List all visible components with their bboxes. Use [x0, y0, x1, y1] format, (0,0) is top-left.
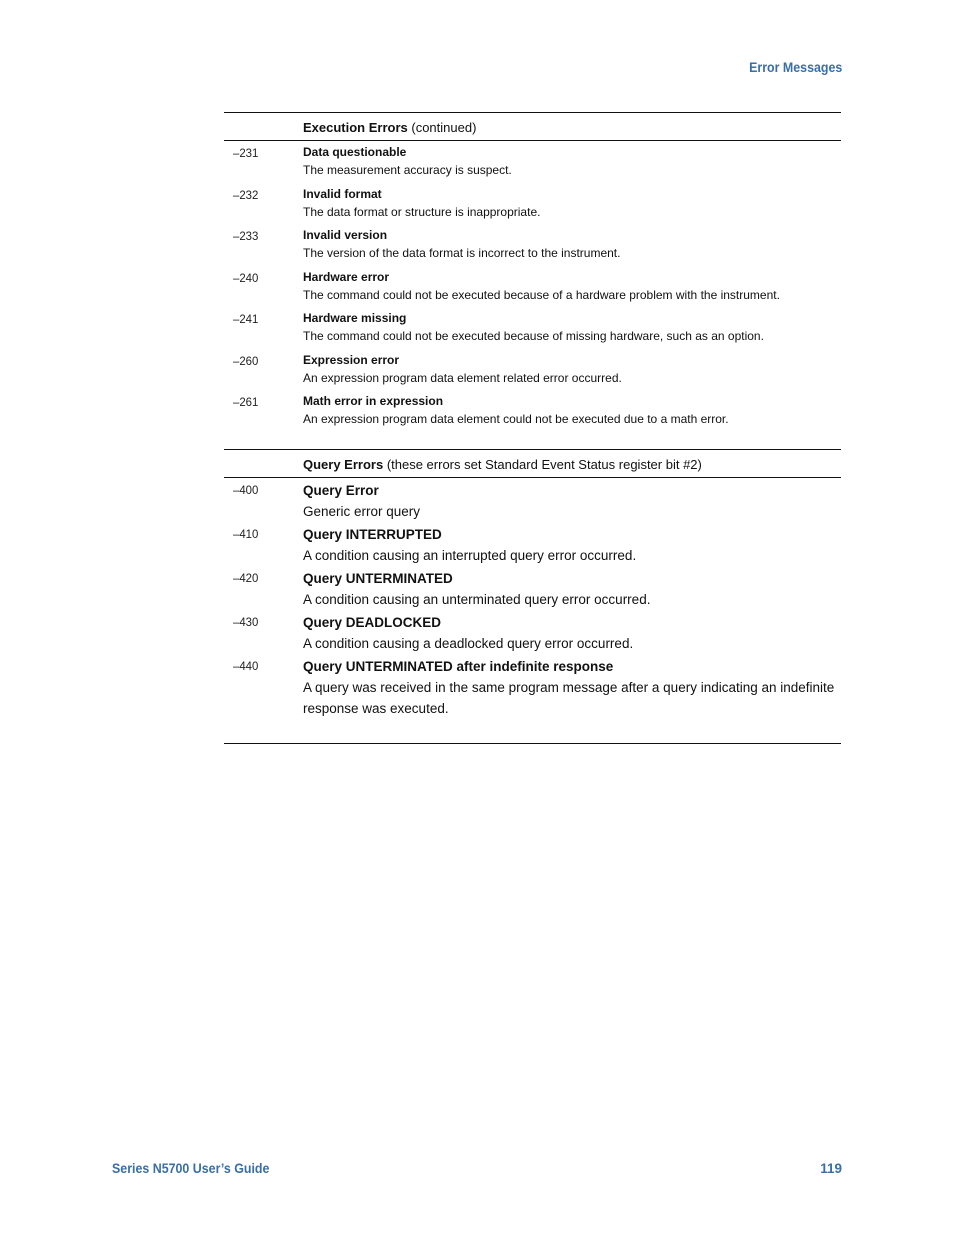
error-description: The data format or structure is inappropriate.	[303, 204, 541, 219]
error-code: –400	[233, 483, 259, 497]
error-description: The measurement accuracy is suspect.	[303, 163, 512, 177]
error-code: –420	[233, 571, 259, 585]
page-number: 119	[820, 1161, 842, 1176]
section-heading-rest: (continued)	[407, 120, 477, 135]
error-description: A condition causing an unterminated query error occurred.	[303, 592, 651, 607]
error-code: –410	[233, 527, 259, 541]
error-title: Hardware error	[303, 269, 390, 284]
error-code: –232	[233, 187, 259, 202]
table-row	[224, 227, 841, 269]
error-title: Query UNTERMINATED	[303, 571, 453, 586]
error-title: Hardware missing	[303, 311, 407, 325]
error-code: –430	[233, 615, 259, 629]
error-description: The command could not be executed because of a hardware problem with the instrument.	[303, 287, 780, 302]
error-title: Data questionable	[303, 145, 407, 159]
table-row	[224, 613, 841, 654]
section-header	[224, 112, 841, 141]
footer-guide-title: Series N5700 User’s Guide	[112, 1161, 270, 1176]
error-code: –240	[233, 270, 259, 285]
error-list	[224, 141, 841, 435]
running-head: Error Messages	[748, 60, 842, 75]
table-row	[224, 144, 841, 186]
query-errors-section	[224, 449, 841, 722]
error-title: Query DEADLOCKED	[303, 615, 442, 630]
table-row	[224, 481, 841, 522]
section-heading-bold: Execution Errors	[303, 120, 408, 135]
error-title: Query INTERRUPTED	[303, 527, 442, 542]
error-description: An expression program data element could not be executed due to a math error.	[303, 412, 729, 426]
table-row	[224, 525, 841, 566]
error-description: A condition causing a deadlocked query error occurred.	[303, 636, 634, 651]
table-row	[224, 352, 841, 394]
error-code: –260	[233, 353, 259, 368]
execution-errors-section	[224, 112, 841, 435]
error-code: –261	[233, 395, 259, 409]
error-title: Query Error	[303, 483, 379, 498]
error-description: The version of the data format is incorrect to the instrument.	[303, 246, 621, 260]
section-heading-bold: Query Errors	[303, 457, 384, 472]
error-code: –233	[233, 229, 259, 243]
error-title: Query UNTERMINATED after indefinite response	[303, 659, 614, 674]
error-description: A condition causing an interrupted query error occurred.	[303, 548, 637, 563]
table-row	[224, 393, 841, 435]
table-row	[224, 569, 841, 610]
error-description: The command could not be executed because of missing hardware, such as an option.	[303, 329, 764, 343]
error-title: Math error in expression	[303, 394, 444, 408]
error-code: –231	[233, 146, 259, 160]
error-title: Expression error	[303, 352, 400, 367]
table-row	[224, 657, 841, 719]
table-row	[224, 269, 841, 311]
error-code: –440	[233, 659, 259, 673]
section-bottom-rule	[224, 743, 841, 744]
error-description: A query was received in the same program message after a query indicating an indefinite response was executed.	[303, 680, 835, 716]
section-header	[224, 449, 841, 478]
error-list	[224, 478, 841, 719]
error-description: Generic error query	[303, 504, 421, 519]
section-heading-rest: (these errors set Standard Event Status register bit #2)	[383, 457, 702, 472]
error-title: Invalid format	[303, 186, 382, 201]
table-row	[224, 186, 841, 228]
error-code: –241	[233, 312, 259, 326]
error-description: An expression program data element related error occurred.	[303, 370, 622, 385]
error-title: Invalid version	[303, 228, 388, 242]
table-row	[224, 310, 841, 352]
